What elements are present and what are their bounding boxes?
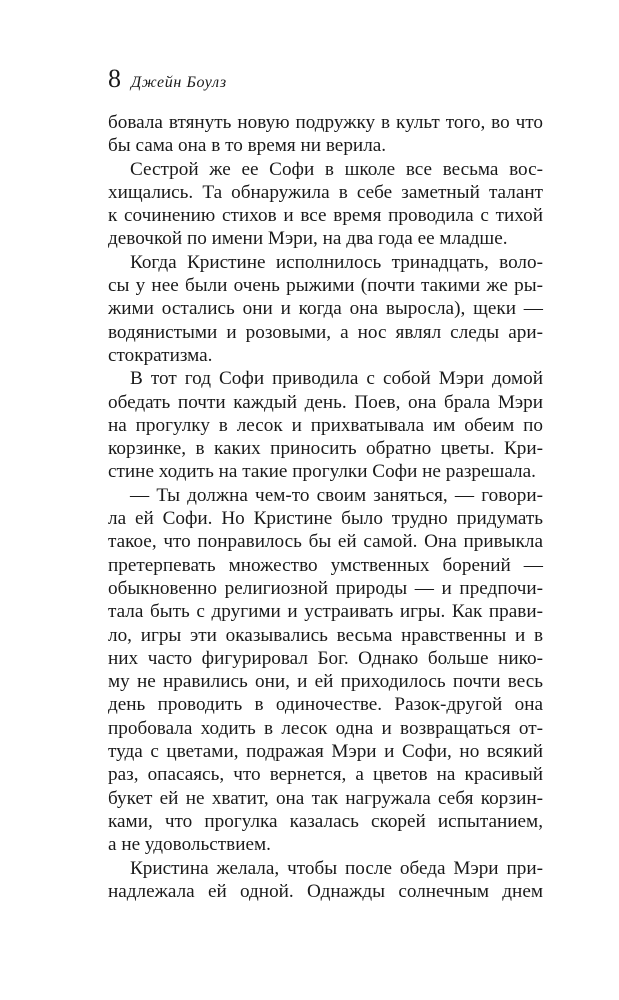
text-line: обыкновенно религиозной природы — и предпочи- xyxy=(108,577,543,599)
text-line: к сочинению стихов и все время проводила с тихой xyxy=(108,205,543,227)
text-line: ла ей Софи. Но Кристине было трудно придумать xyxy=(108,508,543,530)
text-line: надлежала ей одной. Однажды солнечным днем xyxy=(108,880,543,902)
text-line: сы у нее были очень рыжими (почти такими же ры- xyxy=(108,275,543,297)
text-line: раз, опасаясь, что вернется, а цветов на красивый xyxy=(108,764,543,786)
text-line: корзинке, в каких приносить обратно цветы. Кри- xyxy=(108,438,543,460)
text-line: а не удовольствием. xyxy=(108,834,271,856)
text-line: му не нравились они, и ей приходилось почти весь xyxy=(108,671,543,693)
text-line: стократизма. xyxy=(108,344,213,366)
text-line: претерпевать множество умственных борений — xyxy=(108,554,543,576)
text-line: бовала втянуть новую подружку в культ того, во что xyxy=(108,112,543,133)
text-line: Когда Кристине исполнилось тринадцать, воло- xyxy=(130,251,543,273)
body-text xyxy=(108,111,543,903)
text-line: ло, игры эти оказывались весьма нравственны и в xyxy=(108,624,543,646)
text-line: жими остались они и когда она выросла), щеки — xyxy=(108,298,543,320)
text-line: В тот год Софи приводила с собой Мэри домой xyxy=(130,368,543,390)
text-line: обедать почти каждый день. Поев, она брала Мэри xyxy=(108,391,543,413)
text-line: хищались. Та обнаружила в себе заметный талант xyxy=(108,181,543,203)
text-line: водянистыми и розовыми, а нос являл следы ари- xyxy=(108,321,543,343)
page-header xyxy=(108,66,227,92)
text-line: девочкой по имени Мэри, на два года ее младше. xyxy=(108,228,508,250)
text-line: Кристина желала, чтобы после обеда Мэри при- xyxy=(130,857,543,879)
text-line: день проводить в одиночестве. Разок-другой она xyxy=(108,694,543,716)
text-line: них часто фигурировал Бог. Однако больше нико- xyxy=(108,647,543,669)
text-line: туда с цветами, подражая Мэри и Софи, но всякий xyxy=(108,741,543,763)
running-title: Джейн Боулз xyxy=(131,74,227,91)
text-line: букет ей не хватит, она так нагружала себя корзин- xyxy=(108,787,543,809)
text-line: пробовала ходить в лесок одна и возвращаться от- xyxy=(108,717,543,739)
text-line: на прогулку в лесок и прихватывала им обеим по xyxy=(108,414,543,436)
text-line: стине ходить на такие прогулки Софи не разрешала. xyxy=(108,461,536,483)
text-line: Сестрой же ее Софи в школе все весьма вос- xyxy=(130,158,543,180)
page-number: 8 xyxy=(108,64,121,93)
text-line: такое, что понравилось бы ей самой. Она привыкла xyxy=(108,531,543,553)
text-line: бы сама она в то время ни верила. xyxy=(108,135,387,157)
text-line: — Ты должна чем-то своим заняться, — говори- xyxy=(130,484,543,506)
text-line: тала быть с другими и устраивать игры. Как прави- xyxy=(108,601,543,623)
text-line: ками, что прогулка казалась скорей испытанием, xyxy=(108,810,543,832)
